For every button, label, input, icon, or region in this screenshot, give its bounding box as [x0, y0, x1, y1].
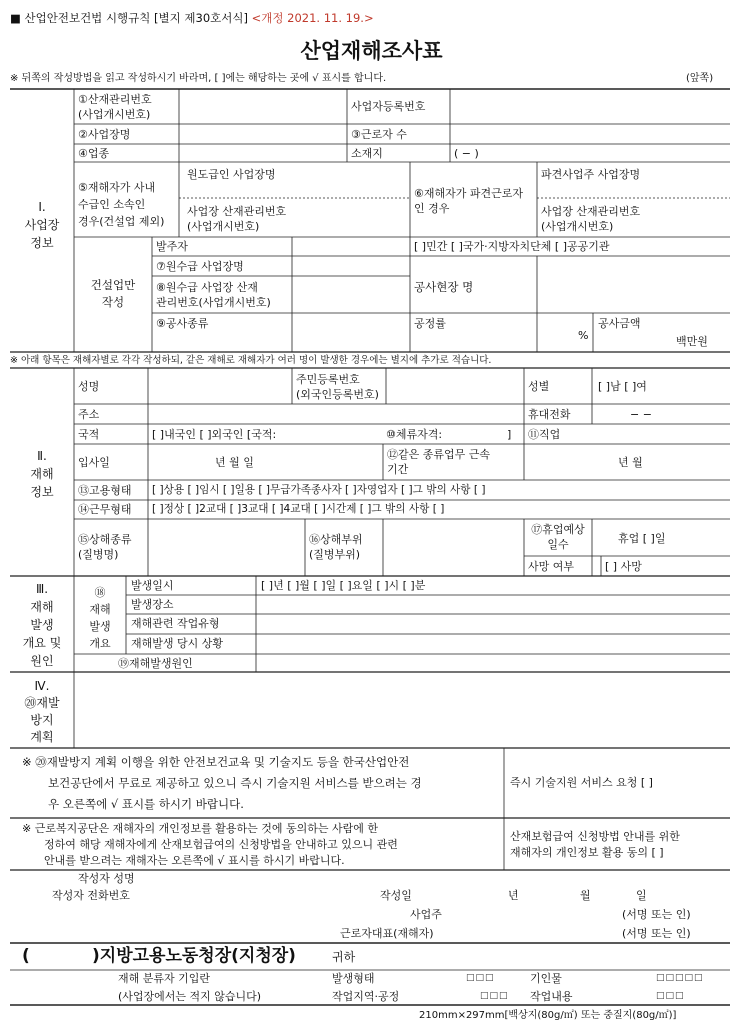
industry-label: ④업종 — [78, 147, 110, 160]
orderer-label: 발주자 — [156, 240, 188, 253]
visa-label: ⑩체류자격: — [386, 428, 443, 441]
cause-object-code[interactable]: □□□□□ — [656, 973, 704, 983]
work-content-label: 작업내용 — [530, 990, 573, 1003]
form-title: 산업재해조사표 — [300, 39, 443, 63]
section4-header: Ⅳ. ⑳재발 방지 계획 — [24, 679, 60, 744]
employment-options: [ ]상용 [ ]임시 [ ]일용 [ ]무급가족종사자 [ ]자영업자 [ ]그 밖의 사항 [ ] — [152, 484, 486, 496]
amount-unit: 백만원 — [676, 335, 708, 348]
day-label: 일 — [636, 889, 647, 902]
rrn-label: 주민등록번호 (외국인등록번호) — [296, 373, 379, 401]
work-area-code[interactable]: □□□ — [480, 991, 509, 1001]
dispatch-mgmt-label: 사업장 산재관리번호 (사업개시번호) — [541, 205, 641, 233]
writer-name-label: 작성자 성명 — [78, 872, 135, 885]
section2-header: Ⅱ. 재해 정보 — [30, 449, 54, 499]
gender-options: [ ]남 [ ]여 — [598, 380, 647, 393]
location-label: 소재지 — [351, 147, 383, 160]
prime-name-label: 원도급인 사업장명 — [187, 168, 276, 181]
recipient-paren: ( — [22, 946, 30, 966]
orderer-options: [ ]민간 [ ]국가·지방자치단체 [ ]공공기관 — [414, 240, 610, 253]
injury-type-label: ⑮상해종류 (질병명) — [78, 533, 132, 561]
work-content-code[interactable]: □□□ — [656, 991, 685, 1001]
recipient-suffix: 귀하 — [332, 950, 356, 964]
cause-label: ⑲재해발생원인 — [118, 657, 193, 670]
prime-mgmt-label: 사업장 산재관리번호 (사업개시번호) — [187, 205, 287, 233]
work-area-label: 작업지역·공정 — [332, 990, 400, 1003]
prime-site-mgmt-label: ⑧원수급 사업장 산재 관리번호(사업개시번호) — [156, 281, 271, 309]
dispatch-name-label: 파견사업주 사업장명 — [541, 168, 641, 181]
notice-tech-support: ※ ⑳재발방지 계획 이행을 위한 안전보건교육 및 기술지도 등을 한국산업안전 보건공단에서 무료로 제공하고 있으니 즉시 기술지원 서비스를 받으려는 경 우 오른쪽에 √ 표시를 하시기 바랍니다. — [22, 755, 422, 811]
cause-object-label: 기인물 — [530, 972, 562, 985]
datetime-label: 발생일시 — [131, 579, 174, 592]
middle-note: ※ 아래 항목은 재해자별로 각각 작성하되, 같은 재해로 재해자가 여러 명이 발생한 경우에는 별지에 추가로 적습니다. — [10, 355, 492, 366]
month-label: 월 — [580, 889, 591, 902]
section3-header: Ⅲ. 재해 발생 개요 및 원인 — [22, 582, 62, 668]
percent-unit: % — [578, 329, 589, 342]
death-option: [ ] 사망 — [605, 560, 642, 573]
site-name-label: ②사업장명 — [78, 128, 131, 141]
tech-support-request[interactable]: 즉시 기술지원 서비스 요청 [ ] — [510, 776, 653, 789]
location-zip: ( − ) — [454, 147, 479, 160]
injury-part-label: ⑯상해부위 (질병부위) — [309, 533, 363, 561]
biz-reg-no-label: 사업자등록번호 — [351, 100, 426, 113]
date-label: 작성일 — [380, 889, 412, 902]
period-format: 년 월 — [618, 456, 643, 469]
gender-label: 성별 — [528, 380, 550, 393]
worker-rep-label: 근로자대표(재해자) — [340, 927, 434, 940]
work-type-label: ⑨공사종류 — [156, 317, 209, 330]
employment-type-label: ⑬고용형태 — [78, 484, 132, 497]
notice-personal-info: ※ 근로복지공단은 재해자의 개인정보를 활용하는 것에 동의하는 사람에 한 정하여 해당 재해자에게 산재보험급여의 신청방법을 안내하고 있으니 관련 안내를 받으려는 재해자는 오른쪽에 √ 표시를 하시기 바랍니다. — [22, 822, 398, 867]
situation-label: 재해발생 당시 상황 — [131, 637, 224, 650]
worker-rep-seal: (서명 또는 인) — [622, 927, 691, 940]
classifier-note: (사업장에서는 적지 않습니다) — [118, 990, 262, 1003]
form-reference: ■ 산업안전보건법 시행규칙 [별지 제30호서식] <개정 2021. 11. 19.> — [10, 11, 374, 25]
dispatch-label: ⑥재해자가 파견근로자 인 경우 — [414, 187, 523, 215]
datetime-format: [ ]년 [ ]월 [ ]일 [ ]요일 [ ]시 [ ]분 — [261, 579, 426, 592]
prime-site-label: ⑦원수급 사업장명 — [156, 260, 244, 273]
leave-days-label: ⑰휴업예상 일수 — [531, 523, 585, 551]
mobile-label: 휴대전화 — [528, 408, 571, 421]
place-label: 발생장소 — [131, 598, 174, 611]
personal-info-consent[interactable]: 산재보험급여 신청방법 안내를 위한 재해자의 개인정보 활용 동의 [ ] — [510, 830, 680, 859]
in-house-label: ⑤재해자가 사내 수급인 소속인 경우(건설업 제외) — [78, 181, 165, 228]
workers-label: ③근로자 수 — [351, 128, 407, 141]
employer-seal: (서명 또는 인) — [622, 908, 691, 921]
name-label: 성명 — [78, 380, 100, 393]
occurrence-form-label: 발생형태 — [332, 972, 375, 985]
death-label: 사망 여부 — [528, 560, 575, 573]
same-period-label: ⑫같은 종류업무 근속 기간 — [387, 448, 491, 476]
mobile-format: − − — [630, 408, 652, 421]
employer-label: 사업주 — [410, 908, 442, 921]
progress-label: 공정률 — [414, 317, 446, 330]
join-date-format: 년 월 일 — [215, 456, 254, 469]
year-label: 년 — [508, 889, 519, 902]
construction-label: 건설업만 작성 — [90, 278, 136, 309]
nationality-label: 국적 — [78, 428, 100, 441]
occurrence-form-code[interactable]: □□□ — [466, 973, 495, 983]
address-label: 주소 — [78, 408, 100, 421]
join-date-label: 입사일 — [78, 456, 110, 469]
job-label: ⑪직업 — [528, 428, 561, 441]
classifier-label: 재해 분류자 기입란 — [118, 972, 211, 985]
work-kind-label: 재해관련 작업유형 — [131, 617, 220, 630]
amount-label: 공사금액 — [598, 317, 641, 330]
paper-spec: 210mm×297mm[백상지(80g/㎡) 또는 중질지(80g/㎡)] — [419, 1010, 677, 1021]
work-shift-label: ⑭근무형태 — [78, 503, 132, 516]
work-shift-options: [ ]정상 [ ]2교대 [ ]3교대 [ ]4교대 [ ]시간제 [ ]그 밖의 사항 [ ] — [152, 503, 445, 515]
leave-days-format: 휴업 [ ]일 — [618, 532, 666, 545]
recipient-office: )지방고용노동청장(지청장) — [92, 946, 296, 966]
section1-header: Ⅰ. 사업장 정보 — [24, 200, 60, 250]
project-name-label: 공사현장 명 — [414, 280, 474, 294]
nationality-options: [ ]내국인 [ ]외국인 [국적: — [152, 428, 277, 441]
instruction-note: ※ 뒤쪽의 작성방법을 읽고 작성하시기 바라며, [ ]에는 해당하는 곳에 √ 표시를 합니다. — [10, 73, 387, 84]
mgmt-no-label: ①산재관리번호 (사업개시번호) — [78, 93, 152, 121]
visa-close: ] — [507, 428, 512, 441]
page-side: (앞쪽) — [686, 73, 714, 84]
writer-phone-label: 작성자 전화번호 — [52, 889, 130, 902]
overview-label: ⑱ 재해 발생 개요 — [89, 586, 111, 650]
